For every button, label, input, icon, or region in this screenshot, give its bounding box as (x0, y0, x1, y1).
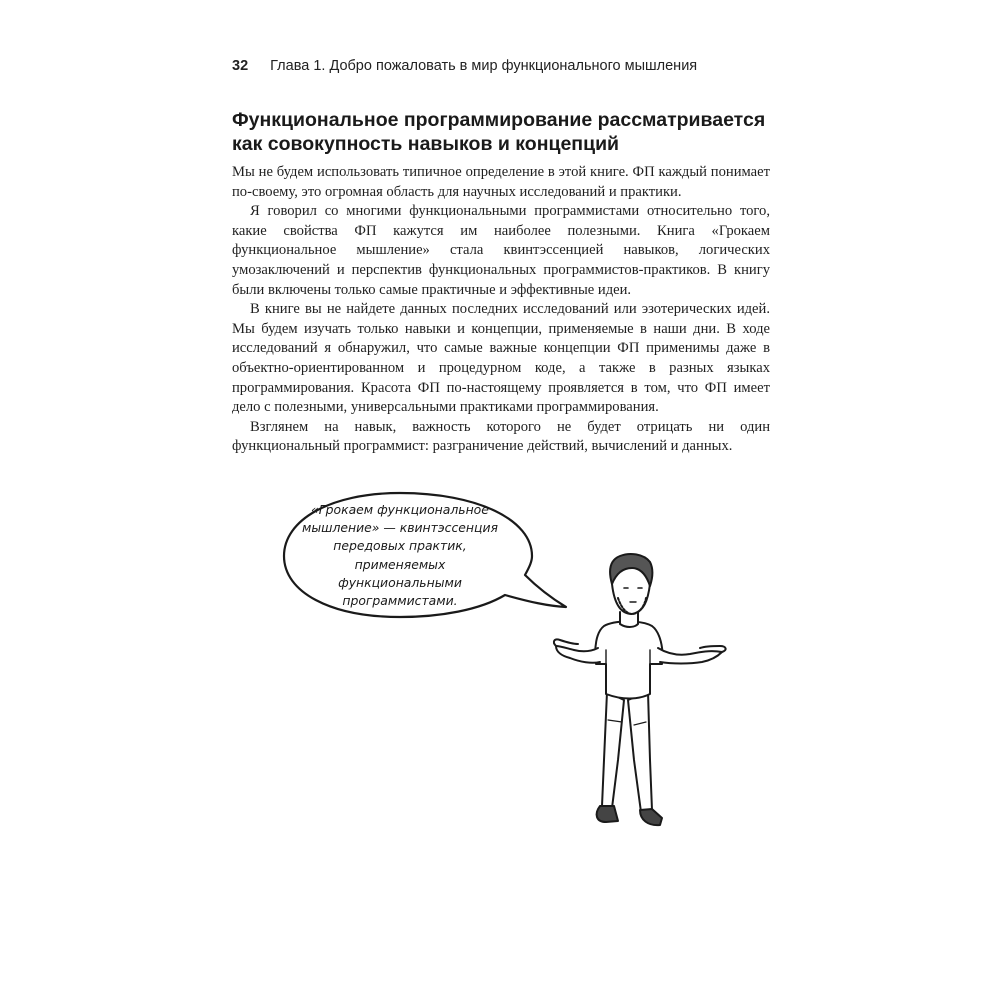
chapter-title: Глава 1. Добро пожаловать в мир функционального мышления (270, 58, 698, 74)
paragraph: В книге вы не найдете данных последних исследований или эзотерических идей. Мы будем изучать только навыки и концепции, применяемые в наши дни. В ходе исследований я обнаружил, что самые важные концепции ФП применимы даже в объектно-ориентированном и процедурном коде, а также в разных языках программирования. Красота ФП по-настоящему проявляется в том, что ФП имеет дело с полезными, универсальными практиками программирования. (232, 301, 770, 416)
paragraph: Я говорил со многими функциональными программистами относительно того, какие свойства ФП кажутся им наиболее полезными. Книга «Грокаем функциональное мышление» стала квинтэссенцией навыков, логических умозаключений и перспектив функциональных программистов-практиков. В книгу были включены только самые практичные и эффективные идеи. (232, 203, 770, 298)
programmer-figure (554, 554, 726, 825)
paragraph: Мы не будем использовать типичное определение в этой книге. ФП каждый понимает по-своему, это огромная область для научных исследований и практики. (232, 164, 770, 200)
paragraph: Взглянем на навык, важность которого не будет отрицать ни один функциональный программист: разграничение действий, вычислений и данных. (232, 418, 770, 455)
speech-bubble-text: «Грокаем функциональное мышление» — квинтэссенция передовых практик, применяемых функциональными программистами. (302, 502, 498, 609)
section-title: Функциональное программирование рассматривается как совокупность навыков и концепций (232, 109, 766, 155)
page-number: 32 (232, 58, 249, 74)
